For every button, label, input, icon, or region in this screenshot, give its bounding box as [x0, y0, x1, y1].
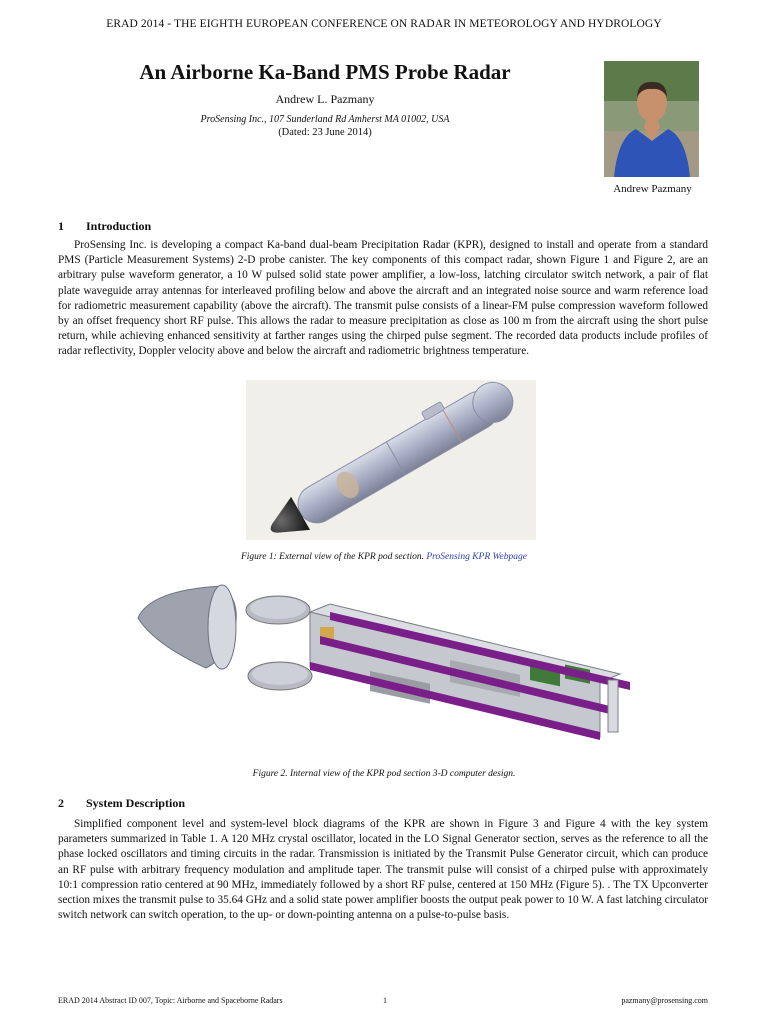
dated-line: (Dated: 23 June 2014)	[278, 127, 372, 138]
conference-header: ERAD 2014 - THE EIGHTH EUROPEAN CONFERENCE ON RADAR IN METEOROLOGY AND HYDROLOGY	[106, 18, 662, 30]
photo-caption: Andrew Pazmany	[613, 183, 692, 195]
author-photo	[604, 61, 699, 177]
section-title: System Description	[86, 796, 185, 810]
prosensing-kpr-webpage-link[interactable]: ProSensing KPR Webpage	[426, 552, 527, 562]
page-number: 1	[383, 996, 387, 1005]
figure-1-caption	[0, 552, 768, 562]
paper-title: An Airborne Ka-Band PMS Probe Radar	[139, 60, 511, 84]
figure-1-pod-external-view	[246, 380, 536, 540]
section-heading-system-description	[58, 796, 185, 811]
section-number: 2	[58, 796, 64, 810]
section-title: Introduction	[86, 219, 152, 233]
figure-2-caption: Figure 2. Internal view of the KPR pod section 3-D computer design.	[252, 769, 516, 779]
section-number: 1	[58, 219, 64, 233]
figure-2-pod-internal-view	[130, 572, 640, 762]
footer-email[interactable]: pazmany@prosensing.com	[621, 996, 708, 1005]
section-heading-introduction	[58, 219, 151, 234]
system-description-paragraph: Simplified component level and system-level block diagrams of the KPR are shown in Figure 3 and Figure 4 with the key system parameters summarized in Table 1. A 120 MHz crystal oscillator, located in the LO Signal Generator section, serves as the reference to all the phase locked oscillators and timing circuits in the radar. Transmission is initiated by the Transmit Pulse Generator circuit, which can produce an RF pulse with arbitrary frequency modulation and amplitude taper. The transmit pulse will consist of a chirped pulse with approximately 10:1 compression ratio centered at 90 MHz, immediately followed by a short RF pulse, centered at 150 MHz (Figure 5). . The TX Upconverter section mixes the transmit pulse to 35.64 GHz and a solid state power amplifier boosts the output peak power to 10 W. A fast latching circulator switch network can switch operation, to the up- or down-pointing antenna on a pulse-to-pulse basis.	[58, 818, 708, 922]
introduction-paragraph: ProSensing Inc. is developing a compact Ka-band dual-beam Precipitation Radar (KPR), designed to install and operate from a standard PMS (Particle Measurement Systems) 2-D probe canister. The key components of this compact radar, shown Figure 1 and Figure 2, are an arbitrary pulse waveform generator, a 10 W pulsed solid state power amplifier, a low-loss, latching circulator switch network, a pair of flat plate waveguide array antennas for interleaved profiling below and above the aircraft and an integrated noise source and warm reference load for radiometric measurement capability (above the aircraft). The transmit pulse consists of a linear-FM pulse compression waveform followed by an offset frequency short RF pulse. This allows the radar to measure precipitation as close as 100 m from the aircraft using the short pulse return, while achieving enhanced sensitivity at farther ranges using the chirped pulse segment. The recorded data products include profiles of radar reflectivity, Doppler velocity above and below the aircraft and radiometric brightness temperature.	[58, 239, 708, 358]
figure-1-caption-text: Figure 1: External view of the KPR pod section.	[240, 552, 424, 562]
author-affiliation: ProSensing Inc., 107 Sunderland Rd Amherst MA 01002, USA	[200, 114, 450, 125]
footer-abstract-info: ERAD 2014 Abstract ID 007, Topic: Airborne and Spaceborne Radars	[58, 996, 283, 1005]
author-name: Andrew L. Pazmany	[275, 92, 375, 106]
